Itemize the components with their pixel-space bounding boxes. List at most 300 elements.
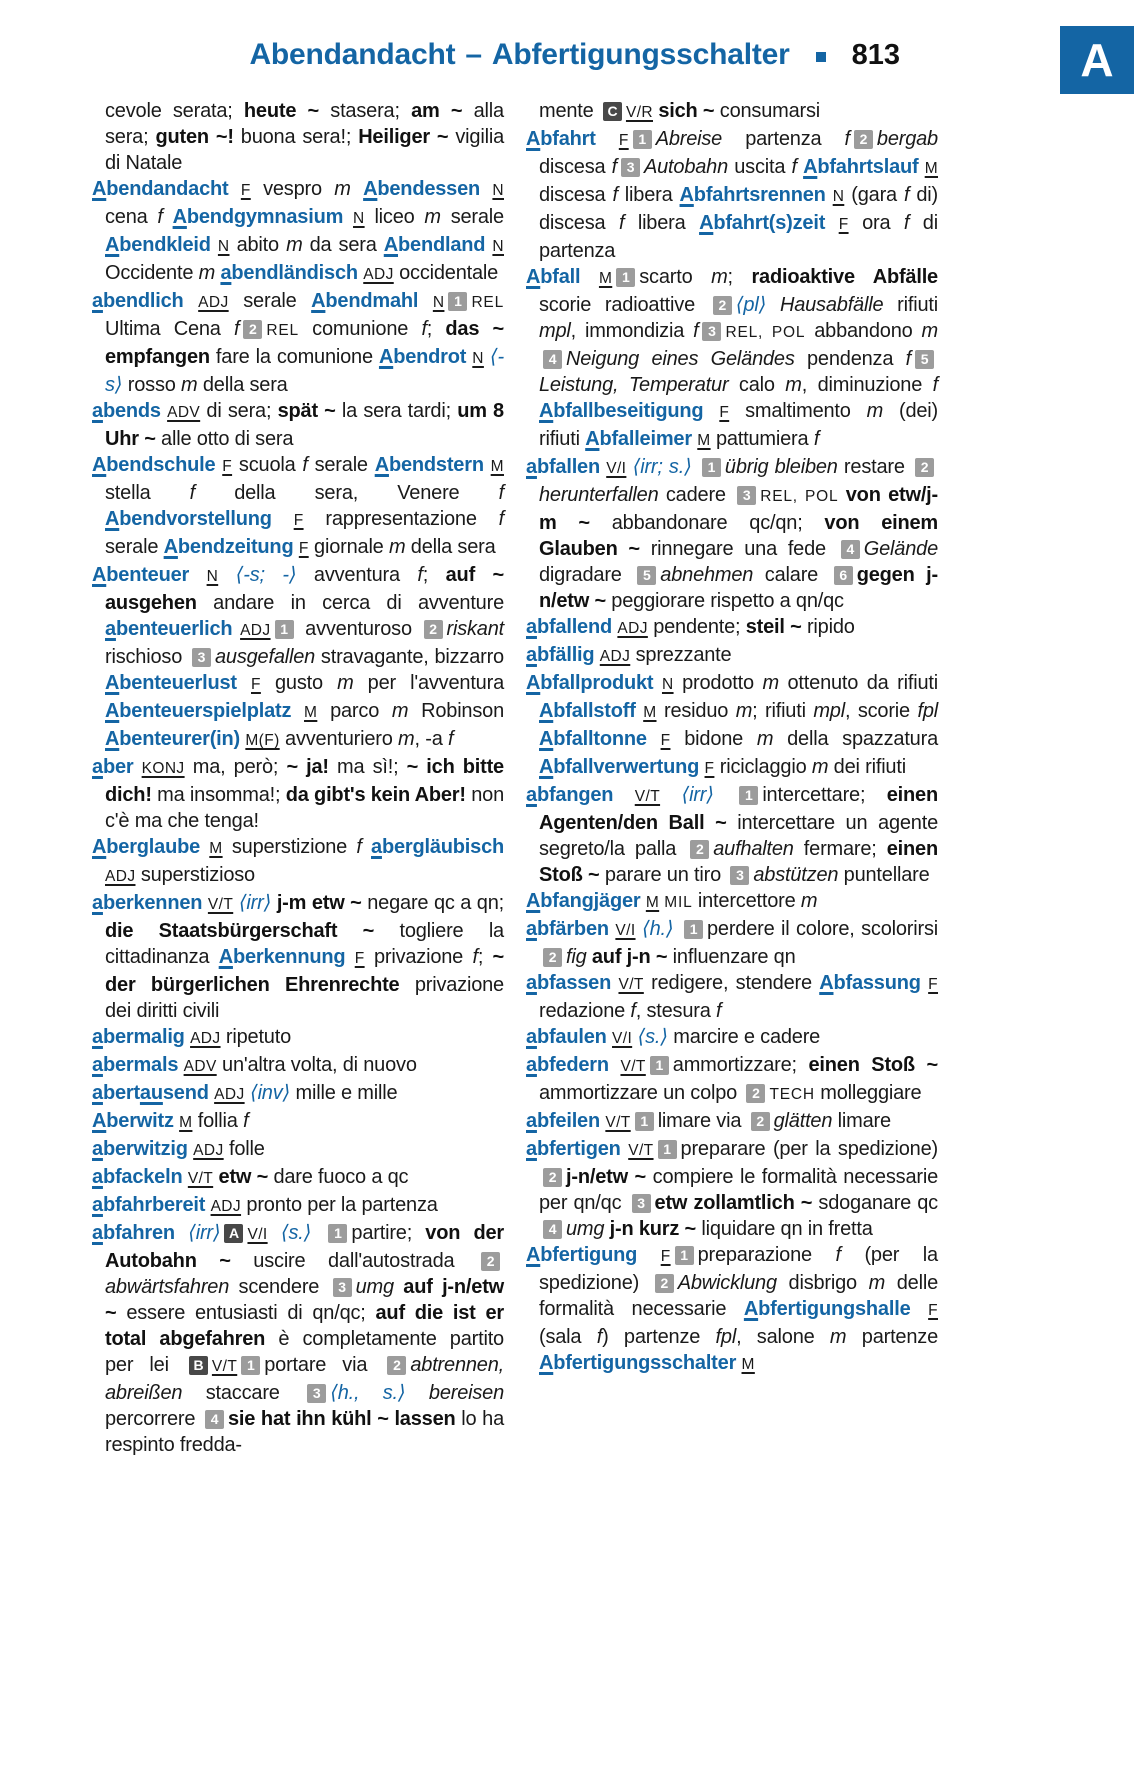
text-run: (per la spedizione) <box>539 1244 938 1294</box>
text-run: Occidente <box>105 262 199 284</box>
text-run: pronto per la partenza <box>241 1194 438 1216</box>
bold-phrase: gegen j-n/etw ~ <box>539 564 938 612</box>
italic-run: f <box>905 348 911 370</box>
italic-run: abtrennen, abreißen <box>105 1354 504 1404</box>
text-run: limare via <box>657 1110 747 1132</box>
text-body <box>92 98 938 1458</box>
text-run: di) discesa <box>539 184 938 234</box>
bold-phrase: von der Autobahn ~ <box>105 1222 504 1272</box>
sense-number-badge: 1 <box>658 1140 677 1159</box>
italic-run: f <box>791 156 797 178</box>
text-run: molleggiare <box>814 1082 922 1104</box>
dictionary-entry <box>92 834 504 890</box>
text-run <box>163 206 173 228</box>
sense-number-badge: 3 <box>192 648 211 667</box>
text-run: sprezzante <box>630 644 732 666</box>
text-run: stasera; <box>319 100 412 122</box>
italic-run: m <box>800 890 818 912</box>
text-run: andare in cerca di avventure <box>196 592 504 614</box>
headword: bermals <box>102 1054 184 1076</box>
grammar-tag: F <box>838 216 849 233</box>
grammar-tag: F <box>251 676 261 693</box>
text-run: ora <box>848 212 904 234</box>
text-run: cadere <box>658 484 734 506</box>
sense-number-badge: 2 <box>481 1252 500 1271</box>
headword: bendrot <box>393 346 473 368</box>
text-run: uscire dall'autostrada <box>230 1250 477 1272</box>
text-run: residuo <box>656 700 736 722</box>
dictionary-entry <box>526 888 938 916</box>
text-run: ; <box>426 318 446 340</box>
dictionary-entry <box>92 1220 504 1458</box>
sense-number-badge: 1 <box>739 786 758 805</box>
sense-number-badge: 1 <box>328 1224 347 1243</box>
grammar-tag: N <box>472 350 484 367</box>
headword: bfahrt(s)zeit <box>713 212 839 234</box>
headword-stressed-letter: a <box>526 972 537 994</box>
bold-phrase: auf j-n/etw ~ <box>105 1276 505 1324</box>
italic-run: f <box>596 1326 603 1348</box>
sense-number-badge: 4 <box>205 1410 224 1429</box>
text-run: compiere le formalità necessarie per qn/qc <box>539 1166 938 1214</box>
text-run: , immondizia <box>570 320 694 342</box>
headword-stressed-letter: a <box>526 616 537 638</box>
headword-stressed-letter: A <box>92 178 107 200</box>
inflection-info: ⟨irr; s.⟩ <box>626 456 698 478</box>
italic-run: f <box>835 1244 841 1266</box>
grammar-tag: M <box>598 270 613 287</box>
text-column-left <box>92 98 504 1458</box>
headword: bfahrt <box>540 128 619 150</box>
headword: bfall <box>540 266 599 288</box>
headword-stressed-letter: A <box>539 1352 554 1374</box>
text-run: bidone <box>670 728 757 750</box>
text-run: ; <box>422 564 446 586</box>
bold-phrase: die Staatsbürgerschaft ~ <box>105 920 375 942</box>
entry-continuation <box>92 98 504 176</box>
headword-stressed-letter: a <box>92 756 103 778</box>
text-run: negare qc a qn; <box>361 892 505 914</box>
headword: bfedern <box>536 1054 621 1076</box>
text-run: abbandonare qc/qn; <box>589 512 825 534</box>
sense-number-badge: 1 <box>633 130 652 149</box>
bold-phrase: auf j-n ~ <box>586 946 668 968</box>
headword-stressed-letter: A <box>105 234 120 256</box>
entry-continuation <box>526 98 938 126</box>
grammar-tag: N <box>217 238 230 255</box>
dictionary-entry <box>526 670 938 782</box>
bold-phrase: ~ der bürgerlichen Ehrenrechte <box>105 946 504 996</box>
headword: bert <box>102 1082 140 1104</box>
headword-stressed-letter: a <box>526 644 537 666</box>
italic-run: m <box>785 374 802 396</box>
text-run: redigere, stendere <box>643 972 820 994</box>
italic-run: f <box>498 482 504 504</box>
text-run: partenze <box>846 1326 938 1348</box>
dictionary-entry <box>92 1052 504 1080</box>
bold-phrase: das ~ empfangen <box>105 318 504 368</box>
headword: ber <box>102 756 142 778</box>
dictionary-entry <box>526 1136 938 1242</box>
italic-run: m <box>424 206 441 228</box>
bold-phrase: ~ ich bitte dich! <box>105 756 504 806</box>
text-run: di partenza <box>539 212 938 262</box>
headword: bfallverwertung <box>553 756 705 778</box>
sense-number-badge: 2 <box>424 620 443 639</box>
headword-stressed-letter: a <box>526 784 537 806</box>
grammar-tag: V/T <box>628 1142 654 1159</box>
sense-number-badge: 2 <box>543 1168 562 1187</box>
italic-run: f <box>903 212 910 234</box>
running-head-first-word: Abendandacht <box>249 38 456 71</box>
grammar-tag: ADJ <box>617 620 648 637</box>
headword-stressed-letter: a <box>92 1054 103 1076</box>
italic-run: f <box>716 1000 722 1022</box>
sense-number-badge: 2 <box>915 458 934 477</box>
headword-stressed-letter: A <box>526 266 541 288</box>
grammar-tag: ADJ <box>198 294 229 311</box>
sense-letter-badge: A <box>224 1224 243 1243</box>
italic-run: f <box>612 184 618 206</box>
headword: bfallen <box>536 456 607 478</box>
inflection-info: ⟨h., s.⟩ <box>330 1382 429 1404</box>
text-run: Robinson <box>408 700 505 722</box>
headword-stressed-letter: a <box>526 1054 537 1076</box>
text-run: lo ha respinto fredda- <box>105 1408 504 1456</box>
bold-phrase: ~ ja! <box>286 756 329 778</box>
grammar-tag: ADV <box>183 1058 217 1075</box>
text-run: ripido <box>801 616 855 638</box>
grammar-tag: ADJ <box>193 1142 224 1159</box>
italic-run: Autobahn <box>643 156 729 178</box>
text-run <box>351 178 363 200</box>
headword-stressed-letter: A <box>526 672 541 694</box>
headword: bfallprodukt <box>540 672 662 694</box>
text-run: , scorie <box>844 700 918 722</box>
headword: berkennung <box>232 946 355 968</box>
grammar-tag: V/T <box>618 976 644 993</box>
grammar-tag: F <box>704 760 715 777</box>
text-run: consumarsi <box>714 100 821 122</box>
headword-stressed-letter: au <box>139 1082 163 1104</box>
text-run: dei rifiuti <box>828 756 906 778</box>
headword: send <box>162 1082 215 1104</box>
headword: bfackeln <box>102 1166 188 1188</box>
grammar-tag: KONJ <box>141 760 185 777</box>
text-run: ripetuto <box>220 1026 292 1048</box>
dictionary-entry <box>92 1136 504 1164</box>
text-run: ma sì!; <box>328 756 407 778</box>
text-run: (dei) rifiuti <box>539 400 939 450</box>
running-head <box>249 38 789 72</box>
text-run: follia <box>192 1110 244 1132</box>
text-run: ammortizzare; <box>672 1054 809 1076</box>
italic-run: m <box>866 400 884 422</box>
text-run: parare un tiro <box>599 864 727 886</box>
grammar-tag: N <box>353 210 365 227</box>
text-run: serale <box>440 206 504 228</box>
headword: benteuerlust <box>119 672 251 694</box>
grammar-tag: F <box>293 512 304 529</box>
italic-run: umg <box>355 1276 394 1298</box>
headword: bfeilen <box>536 1110 606 1132</box>
grammar-tag: V/I <box>247 1226 268 1243</box>
grammar-tag: V/T <box>605 1114 631 1131</box>
grammar-tag: V/R <box>625 104 653 121</box>
text-run: dare fuoco a qc <box>268 1166 409 1188</box>
headword: bfangjäger <box>540 890 646 912</box>
italic-run: f <box>693 320 699 342</box>
headword-stressed-letter: A <box>92 564 107 586</box>
text-run: puntellare <box>838 864 930 886</box>
grammar-tag: ADJ <box>599 648 631 665</box>
sense-number-badge: 4 <box>543 1220 562 1239</box>
italic-run: f <box>611 156 617 178</box>
sense-number-badge: 2 <box>243 320 262 339</box>
text-run: ammortizzare un colpo <box>539 1082 743 1104</box>
headword: bfahren <box>102 1222 189 1244</box>
headword-stressed-letter: A <box>172 206 187 228</box>
inflection-info: ⟨h.⟩ <box>635 918 680 940</box>
text-run: vigilia di Natale <box>105 126 505 174</box>
sense-number-badge: 3 <box>737 486 756 505</box>
sense-number-badge: 1 <box>702 458 721 477</box>
italic-run: m <box>811 756 829 778</box>
text-run: scendere <box>229 1276 329 1298</box>
headword: berwitz <box>106 1110 180 1132</box>
grammar-tag: F <box>222 458 233 475</box>
dictionary-entry <box>526 1108 938 1136</box>
sense-number-badge: 4 <box>543 350 562 369</box>
text-run: abbandono <box>805 320 922 342</box>
headword-stressed-letter: A <box>539 700 554 722</box>
text-run <box>362 836 371 858</box>
sense-number-badge: 1 <box>650 1056 669 1075</box>
headword-stressed-letter: A <box>363 178 378 200</box>
text-run: rappresentazione <box>303 508 499 530</box>
italic-run: f <box>904 184 910 206</box>
italic-run: abwärtsfahren <box>105 1276 230 1298</box>
text-run: ma, però; <box>184 756 287 778</box>
italic-run: Hausabfälle <box>779 294 884 316</box>
headword-stressed-letter: A <box>539 400 554 422</box>
headword-stressed-letter: a <box>526 1110 537 1132</box>
inflection-info: ⟨pl⟩ <box>735 294 780 316</box>
text-run: della sera, Venere <box>195 482 499 504</box>
headword: bfertigungshalle <box>758 1298 929 1320</box>
text-run: occidentale <box>393 262 499 284</box>
text-run: fare la comunione <box>209 346 379 368</box>
sense-number-badge: 2 <box>746 1084 765 1103</box>
grammar-tag: M <box>179 1114 193 1131</box>
italic-run: m <box>829 1326 847 1348</box>
headword: bfahrbereit <box>102 1194 211 1216</box>
italic-run: Gelände <box>863 538 938 560</box>
headword-stressed-letter: A <box>374 454 389 476</box>
text-run: calo <box>728 374 786 396</box>
text-run: libera <box>624 212 700 234</box>
text-run: avventuroso <box>297 618 420 640</box>
headword: bfallend <box>536 616 618 638</box>
headword-stressed-letter: A <box>526 890 541 912</box>
grammar-tag: M <box>209 840 223 857</box>
text-run: intercettare; <box>762 784 887 806</box>
headword-stressed-letter: A <box>378 346 394 368</box>
sense-number-badge: 2 <box>690 840 709 859</box>
inflection-info: ⟨irr⟩ <box>188 1222 221 1244</box>
headword: benteuerspielplatz <box>119 700 305 722</box>
bold-phrase: steil ~ <box>745 616 802 638</box>
thumb-tab-letter: A <box>1080 34 1114 86</box>
headword-stressed-letter: A <box>383 234 399 256</box>
headword: bergläubisch <box>381 836 505 858</box>
grammar-tag: M(F) <box>245 732 280 749</box>
bold-phrase: spät ~ <box>277 400 336 422</box>
text-run: mille e mille <box>295 1082 398 1104</box>
italic-run: m <box>198 262 216 284</box>
italic-run: f <box>157 206 163 228</box>
bold-phrase: auf die ist er total abgefahren <box>105 1302 504 1350</box>
headword: bfahrtslauf <box>817 156 925 178</box>
grammar-tag: V/I <box>606 460 627 477</box>
bold-phrase: Heiliger ~ <box>358 126 449 148</box>
grammar-tag: F <box>660 1248 671 1265</box>
sense-number-badge: 3 <box>333 1278 352 1297</box>
italic-run: aufhalten <box>713 838 794 860</box>
inflection-info: ⟨s.⟩ <box>632 1026 674 1048</box>
sense-number-badge: 1 <box>635 1112 654 1131</box>
inflection-info: ⟨-s; -⟩ <box>218 564 314 586</box>
page-number: 813 <box>851 38 900 71</box>
text-run: disbrigo <box>776 1272 869 1294</box>
headword: bendland <box>398 234 493 256</box>
headword: bendessen <box>377 178 493 200</box>
text-run: cevole serata; <box>105 100 244 122</box>
inflection-info: ⟨irr⟩ <box>660 784 736 806</box>
sense-number-badge: 5 <box>915 350 934 369</box>
headword-stressed-letter: a <box>105 618 116 640</box>
italic-run: mpl <box>539 320 571 342</box>
text-run: limare <box>832 1110 891 1132</box>
text-run: uscita <box>728 156 792 178</box>
headword: bfertigung <box>540 1244 661 1266</box>
text-run: sdoganare qc <box>812 1192 938 1214</box>
text-run: superstizioso <box>135 864 255 886</box>
text-run: percorrere <box>105 1408 201 1430</box>
text-run: ; <box>727 266 752 288</box>
headword-stressed-letter: a <box>92 1194 103 1216</box>
text-run: abito <box>229 234 287 256</box>
dictionary-entry <box>92 1080 504 1108</box>
text-run: rosso <box>127 374 182 396</box>
sense-number-badge: 3 <box>307 1384 326 1403</box>
headword: bfärben <box>536 918 616 940</box>
italic-run: f <box>302 454 308 476</box>
headword: bfangen <box>536 784 635 806</box>
italic-run: mpl <box>813 700 845 722</box>
running-head-separator: – <box>465 38 482 71</box>
grammar-tag: ADJ <box>214 1086 245 1103</box>
grammar-tag: M <box>741 1356 755 1373</box>
grammar-tag: N <box>492 238 504 255</box>
dictionary-entry <box>92 890 504 1024</box>
italic-run: f <box>233 318 240 340</box>
text-run: ottenuto da rifiuti <box>778 672 938 694</box>
text-run: della spazzatura <box>773 728 938 750</box>
italic-run: Leistung, Temperatur <box>539 374 729 396</box>
italic-run: riskant <box>446 618 505 640</box>
italic-run: fig <box>566 946 587 968</box>
field-label: REL, POL <box>760 488 839 505</box>
bold-phrase: sie hat ihn kühl ~ lassen <box>228 1408 456 1430</box>
italic-run: bereisen <box>428 1382 505 1404</box>
text-run: ) partenze <box>602 1326 716 1348</box>
italic-run: f <box>844 128 850 150</box>
grammar-tag: M <box>697 432 711 449</box>
text-run: privazione dei diritti civili <box>105 974 504 1022</box>
sense-letter-badge: C <box>603 102 622 121</box>
sense-number-badge: 6 <box>834 566 853 585</box>
text-run: portare via <box>264 1354 384 1376</box>
headword-stressed-letter: a <box>92 1082 103 1104</box>
alphabet-thumb-tab[interactable] <box>1060 26 1134 94</box>
italic-run: m <box>762 672 779 694</box>
bold-phrase: von einem Glauben ~ <box>539 512 939 560</box>
headword: bfassen <box>536 972 619 994</box>
sense-number-badge: 2 <box>543 948 562 967</box>
headword: benteuerlich <box>115 618 241 640</box>
field-label: TECH <box>769 1086 815 1103</box>
grammar-tag: F <box>298 540 309 557</box>
italic-run: m <box>337 672 354 694</box>
dictionary-entry <box>92 1164 504 1192</box>
headword: bermalig <box>102 1026 191 1048</box>
text-run: prodotto <box>673 672 763 694</box>
text-run: scuola <box>232 454 303 476</box>
grammar-tag: ADJ <box>240 622 271 639</box>
headword: bendvorstellung <box>119 508 294 530</box>
sense-number-badge: 3 <box>632 1194 651 1213</box>
text-run: folle <box>223 1138 265 1160</box>
headword-stressed-letter: a <box>526 456 537 478</box>
dictionary-entry <box>526 454 938 614</box>
sense-number-badge: 5 <box>637 566 656 585</box>
running-head-last-word: Abfertigungsschalter <box>491 38 790 71</box>
dictionary-entry <box>526 1052 938 1108</box>
headword-stressed-letter: a <box>220 262 232 284</box>
text-run: pendente; <box>647 616 746 638</box>
text-run: preparare (per la spedizione) <box>680 1138 938 1160</box>
grammar-tag: M <box>924 160 938 177</box>
bold-phrase: einen Agenten/den Ball ~ <box>539 784 938 834</box>
dictionary-entry <box>526 1024 938 1052</box>
text-run: calare <box>753 564 830 586</box>
headword: bendzeitung <box>177 536 299 558</box>
text-run: serale <box>228 290 312 312</box>
grammar-tag: V/T <box>634 788 661 805</box>
grammar-tag: ADJ <box>105 868 136 885</box>
text-run: smaltimento <box>729 400 867 422</box>
italic-run: umg <box>566 1218 605 1240</box>
italic-run: fpl <box>917 700 938 722</box>
dictionary-entry <box>92 1192 504 1220</box>
text-run: pattumiera <box>710 428 814 450</box>
text-run: ; <box>477 946 493 968</box>
bold-phrase: einen Stoß ~ <box>539 838 938 886</box>
italic-run: abstützen <box>753 864 839 886</box>
italic-run: m <box>868 1272 886 1294</box>
headword-stressed-letter: A <box>743 1298 759 1320</box>
